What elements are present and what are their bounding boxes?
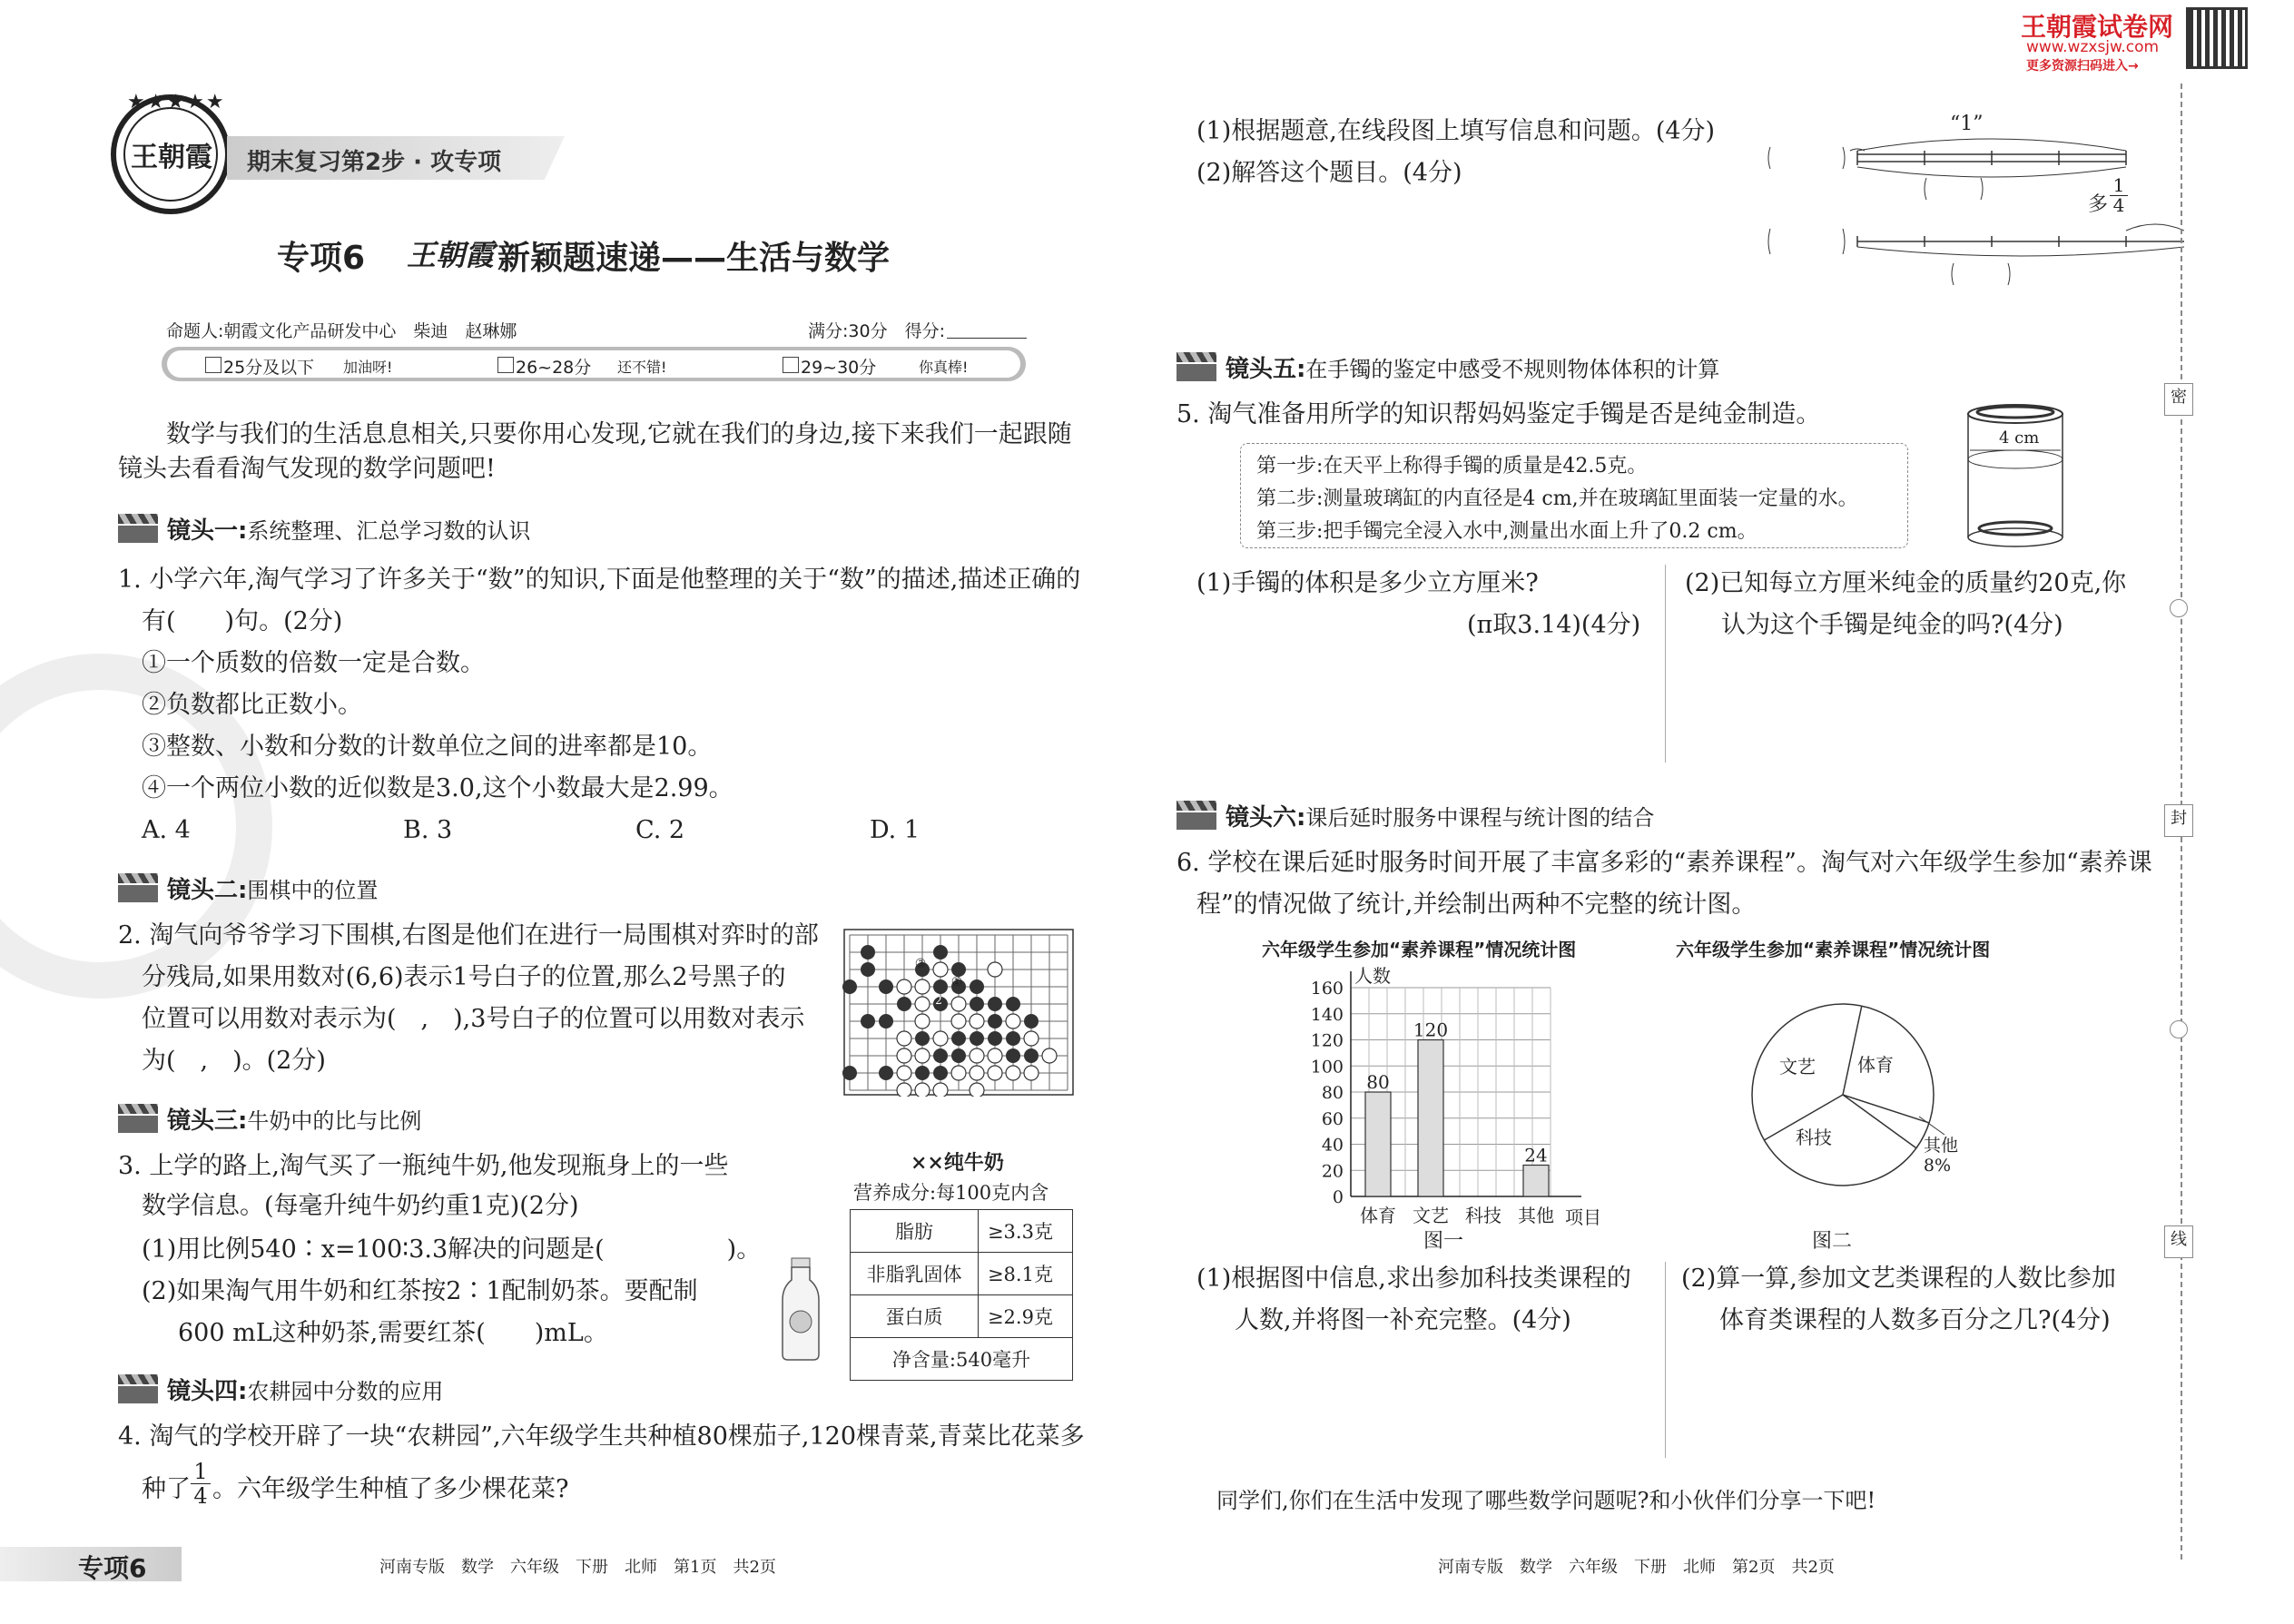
q4-line-2b: 。六年级学生种植了多少棵花菜? [212, 1475, 569, 1503]
pie-label: 其他 [1923, 1136, 1959, 1156]
q1-choice-b[interactable]: B. 3 [403, 816, 453, 844]
q1-option-3: ③整数、小数和分数的计数单位之间的进率都是10。 [142, 733, 713, 761]
white-stone [915, 1014, 930, 1029]
rating-range-3: 29~30分 [801, 358, 877, 378]
table-row [851, 1338, 1073, 1381]
white-stone [951, 1014, 966, 1029]
q4-line-2a: 种了 [142, 1475, 191, 1503]
black-stone [933, 945, 948, 960]
q3-part-1: (1)用比例540∶x=100∶3.3解决的问题是( )。 [142, 1235, 762, 1264]
clapperboard-icon [118, 1104, 158, 1133]
page-title-number: 专项6 [277, 240, 366, 277]
go-board [842, 928, 1075, 1097]
section-2-label: 镜头二: [167, 876, 248, 904]
white-stone [897, 979, 911, 994]
fraction-denominator: 4 [193, 1483, 208, 1510]
pie-label: 体育 [1857, 1054, 1894, 1076]
table-row [851, 1295, 1073, 1338]
y-tick-label: 80 [1321, 1083, 1344, 1103]
white-stone [915, 1048, 930, 1063]
black-stone [861, 945, 875, 960]
section-4-label: 镜头四: [167, 1377, 248, 1405]
seal-label-2: 封 [2171, 809, 2187, 828]
score-underline[interactable] [947, 338, 1027, 339]
q5-step-2: 第二步:测量玻璃缸的内直径是4 cm,并在玻璃缸里面装一定量的水。 [1256, 487, 1858, 510]
white-stone [970, 1083, 984, 1097]
q5-step-3: 第三步:把手镯完全浸入水中,测量出水面上升了0.2 cm。 [1256, 520, 1757, 543]
q2-line-3: 位置可以用数对表示为( , ),3号白子的位置可以用数对表示 [142, 1005, 805, 1033]
bar [1418, 1040, 1443, 1197]
y-tick-label: 140 [1310, 1004, 1344, 1025]
section-2-header [118, 871, 378, 904]
y-tick-label: 100 [1310, 1057, 1344, 1078]
segment-whole-label: “1” [1950, 113, 1984, 135]
section-3-label: 镜头三: [167, 1107, 248, 1135]
section-6-desc: 课后延时服务中课程与统计图的结合 [1305, 804, 1655, 831]
white-stone [970, 1066, 984, 1080]
black-stone [970, 1031, 984, 1046]
black-stone [970, 979, 984, 994]
black-stone [879, 1014, 893, 1029]
nutrient-value: ≥3.3克 [978, 1210, 1072, 1253]
white-stone [933, 962, 948, 977]
white-stone [1042, 1048, 1057, 1063]
q5-part-1b: (π取3.14)(4分) [1467, 611, 1641, 639]
black-stone [915, 1031, 930, 1046]
clapperboard-icon [118, 873, 158, 902]
white-stone [933, 1031, 948, 1046]
chart-2-title: 六年级学生参加“素养课程”情况统计图 [1676, 939, 1991, 960]
clapperboard-icon [1177, 352, 1216, 381]
y-tick-label: 60 [1321, 1108, 1344, 1129]
go-marker-2: 2 [935, 994, 942, 1007]
black-stone [951, 1031, 966, 1046]
logo-text: 王朝霞 [131, 142, 212, 173]
black-stone [879, 1066, 893, 1080]
section-1-desc: 系统整理、汇总学习数的认识 [247, 517, 531, 544]
footer-right: 河南专版 数学 六年级 下册 北师 第2页 共2页 [1438, 1558, 1835, 1577]
section-5-label: 镜头五: [1226, 355, 1306, 383]
data-label: 80 [1366, 1071, 1390, 1093]
fraction-numerator: 1 [2112, 174, 2125, 196]
brand-name[interactable]: 王朝霞试卷网 [2021, 12, 2174, 42]
segment-fraction [2110, 176, 2128, 215]
black-stone [988, 1031, 1002, 1046]
white-stone [988, 1066, 1002, 1080]
go-marker-1: ① [950, 975, 963, 989]
column-divider [1665, 1262, 1666, 1458]
black-stone [933, 979, 948, 994]
data-label: 24 [1524, 1144, 1548, 1166]
black-stone [970, 997, 984, 1011]
bar [1523, 1166, 1549, 1197]
seal-label-1: 密 [2171, 388, 2187, 407]
bar-chart [1276, 964, 1612, 1236]
data-label: 120 [1413, 1019, 1449, 1041]
q6-part-1b: 人数,并将图一补充完整。(4分) [1235, 1306, 1571, 1334]
page-title-brand: 王朝霞 [407, 238, 495, 272]
white-stone [897, 1066, 911, 1080]
x-tick-label: 文艺 [1413, 1205, 1449, 1226]
white-stone [988, 962, 1002, 977]
section-6-label: 镜头六: [1226, 803, 1306, 832]
black-stone [1006, 1031, 1020, 1046]
black-stone [861, 1014, 875, 1029]
q5-step-1: 第一步:在天平上称得手镯的质量是42.5克。 [1256, 455, 1648, 477]
section-3-header [118, 1102, 421, 1135]
q6-part-1a: (1)根据图中信息,求出参加科技类课程的 [1196, 1265, 1631, 1293]
nutrient-value: ≥8.1克 [978, 1253, 1072, 1295]
q6-part-2b: 体育类课程的人数多百分之几?(4分) [1719, 1306, 2111, 1334]
black-stone [933, 1066, 948, 1080]
black-stone [1024, 1048, 1039, 1063]
q4-fraction [191, 1460, 211, 1509]
white-stone [915, 979, 930, 994]
seal-label-3: 线 [2171, 1230, 2187, 1249]
pie-label: 文艺 [1779, 1056, 1816, 1078]
q4-line-1: 4. 淘气的学校开辟了一块“农耕园”,六年级学生共种植80棵茄子,120棵青菜,青菜比花菜多 [118, 1422, 1085, 1451]
q3-line-2: 数学信息。(每毫升纯牛奶约重1克)(2分) [142, 1192, 579, 1220]
x-axis-label: 项目 [1565, 1206, 1601, 1228]
closing-text: 同学们,你们在生活中发现了哪些数学问题呢?和小伙伴们分享一下吧! [1216, 1488, 1876, 1513]
seal-label-box-3 [2164, 1225, 2193, 1258]
black-stone [1006, 1048, 1020, 1063]
seal-circle-icon [2170, 1020, 2188, 1038]
clapperboard-icon [118, 514, 158, 543]
q1-choice-c[interactable]: C. 2 [635, 816, 685, 844]
footer-tag: 专项6 [78, 1553, 147, 1583]
q2-line-1: 2. 淘气向爷爷学习下围棋,右图是他们在进行一局围棋对弈时的部 [118, 921, 819, 950]
section-5-desc: 在手镯的鉴定中感受不规则物体体积的计算 [1305, 356, 1720, 382]
white-stone [1024, 1066, 1039, 1080]
section-2-desc: 围棋中的位置 [247, 877, 379, 903]
y-tick-label: 40 [1321, 1135, 1344, 1156]
q1-option-2: ②负数都比正数小。 [142, 691, 362, 719]
milk-title: ××纯牛奶 [911, 1151, 1004, 1175]
black-stone [988, 1014, 1002, 1029]
chart-2-caption: 图二 [1812, 1230, 1853, 1253]
footer-left: 河南专版 数学 六年级 下册 北师 第1页 共2页 [379, 1558, 776, 1577]
black-stone [842, 979, 857, 994]
banner-text: 期末复习第2步 · 攻专项 [247, 149, 502, 176]
rating-range-1: 25分及以下 [223, 358, 315, 378]
white-stone [897, 1031, 911, 1046]
segment-more-label: 多 [2088, 193, 2109, 216]
q2-line-4: 为( , )。(2分) [142, 1047, 326, 1075]
q5-part-2b: 认为这个手镯是纯金的吗?(4分) [1721, 611, 2063, 639]
table-row [851, 1210, 1073, 1253]
y-axis-label: 人数 [1354, 965, 1391, 987]
q1-option-4: ④一个两位小数的近似数是3.0,这个小数最大是2.99。 [142, 774, 733, 802]
author-line: 命题人:朝霞文化产品研发中心 柴迪 赵琳娜 [166, 321, 517, 341]
white-stone [1024, 1031, 1039, 1046]
q1-line-1: 1. 小学六年,淘气学习了许多关于“数”的知识,下面是他整理的关于“数”的描述,描述正确的 [118, 566, 1081, 594]
q5-part-2: (2)已知每立方厘米纯金的质量约20克,你 [1685, 569, 2127, 597]
black-stone [1024, 1014, 1039, 1029]
section-5-header [1177, 350, 1719, 383]
nutrient-name: 非脂乳固体 [851, 1253, 979, 1295]
q1-line-2: 有( )句。(2分) [142, 607, 343, 635]
section-4-header [118, 1373, 443, 1405]
q3-line-1: 3. 上学的路上,淘气买了一瓶纯牛奶,他发现瓶身上的一些 [118, 1152, 729, 1180]
section-6-header [1177, 799, 1654, 832]
rating-checkbox-3[interactable] [783, 357, 799, 373]
score-line: 满分:30分 得分: [808, 321, 945, 341]
chart-1-title: 六年级学生参加“素养课程”情况统计图 [1262, 939, 1577, 960]
q4-part-1: (1)根据题意,在线段图上填写信息和问题。(4分) [1196, 117, 1716, 145]
white-stone [951, 1066, 966, 1080]
x-tick-label: 体育 [1360, 1205, 1396, 1226]
black-stone [861, 962, 875, 977]
nutrient-value: ≥2.9克 [978, 1295, 1072, 1338]
black-stone [1006, 997, 1020, 1011]
q1-choice-d[interactable]: D. 1 [870, 816, 921, 844]
clapperboard-icon [118, 1374, 158, 1403]
black-stone [897, 997, 911, 1011]
rating-encourage-1: 加油呀! [343, 359, 393, 376]
y-tick-label: 0 [1332, 1187, 1344, 1207]
seal-circle-icon [2170, 599, 2188, 617]
black-stone [988, 997, 1002, 1011]
brand-url[interactable]: www.wzxsjw.com [2026, 38, 2160, 56]
q1-choice-a[interactable]: A. 4 [142, 816, 191, 844]
table-row [851, 1253, 1073, 1295]
page-title: 新颖题速递——生活与数学 [497, 240, 891, 277]
black-stone [879, 979, 893, 994]
q6-line-2: 程”的情况做了统计,并绘制出两种不完整的统计图。 [1196, 891, 1757, 919]
qr-code-icon[interactable] [2186, 7, 2248, 69]
white-stone [897, 1083, 911, 1097]
rating-checkbox-1[interactable] [205, 357, 222, 373]
q1-option-1: ①一个质数的倍数一定是合数。 [142, 649, 485, 677]
milk-bottle-icon [779, 1256, 822, 1362]
white-stone [951, 997, 966, 1011]
white-stone [970, 1014, 984, 1029]
white-stone [933, 1083, 948, 1097]
q3-part-2b: 600 mL这种奶茶,需要红茶( )mL。 [178, 1319, 608, 1347]
rating-checkbox-2[interactable] [497, 357, 514, 373]
white-stone [915, 997, 930, 1011]
glass-diameter-label: 4 cm [1999, 428, 2040, 448]
q2-line-2: 分残局,如果用数对(6,6)表示1号白子的位置,那么2号黑子的 [142, 963, 786, 991]
nutrient-name: 蛋白质 [851, 1295, 979, 1338]
fraction-denominator: 4 [2112, 194, 2125, 216]
net-content: 净含量:540毫升 [851, 1338, 1073, 1381]
section-1-label: 镜头一: [167, 517, 248, 545]
pie-chart [1743, 999, 1961, 1198]
milk-subtitle: 营养成分:每100克内含 [853, 1182, 1049, 1204]
seal-label-box-2 [2164, 804, 2193, 837]
x-tick-label: 科技 [1465, 1205, 1501, 1226]
q5-line-1: 5. 淘气准备用所学的知识帮妈妈鉴定手镯是否是纯金制造。 [1177, 400, 1821, 428]
nutrition-table [850, 1209, 1073, 1381]
y-tick-label: 20 [1321, 1161, 1344, 1182]
section-4-desc: 农耕园中分数的应用 [247, 1378, 444, 1404]
pie-percent-label: 8% [1923, 1156, 1952, 1176]
glass-cylinder-icon [1961, 392, 2070, 556]
section-1-header [118, 512, 530, 545]
clapperboard-icon [1177, 801, 1216, 830]
section-3-desc: 牛奶中的比与比例 [247, 1107, 422, 1134]
fraction-numerator: 1 [193, 1459, 208, 1484]
go-marker-3: ③ [914, 957, 927, 971]
white-stone [988, 1048, 1002, 1063]
intro-line-1: 数学与我们的生活息息相关,只要你用心发现,它就在我们的身边,接下来我们一起跟随 [166, 420, 1072, 448]
x-tick-label: 其他 [1518, 1205, 1554, 1226]
y-tick-label: 160 [1310, 979, 1344, 999]
white-stone [915, 1083, 930, 1097]
q6-part-2a: (2)算一算,参加文艺类课程的人数比参加 [1681, 1265, 2116, 1293]
nutrient-name: 脂肪 [851, 1210, 979, 1253]
q4-part-2: (2)解答这个题目。(4分) [1196, 159, 1462, 187]
white-stone [1006, 1014, 1020, 1029]
black-stone [915, 1066, 930, 1080]
pie-label: 科技 [1796, 1127, 1832, 1148]
q3-part-2a: (2)如果淘气用牛奶和红茶按2∶1配制奶茶。要配制 [142, 1277, 698, 1305]
black-stone [951, 1048, 966, 1063]
rating-range-2: 26~28分 [516, 358, 592, 378]
column-divider [1665, 565, 1666, 763]
white-stone [970, 1048, 984, 1063]
star-decoration-icon: ★★★★★ [127, 91, 226, 113]
rating-encourage-2: 还不错! [617, 359, 667, 376]
y-tick-label: 120 [1310, 1030, 1344, 1051]
black-stone [933, 1048, 948, 1063]
brand-tagline: 更多资源扫码进入→ [2026, 59, 2139, 74]
rating-encourage-3: 你真棒! [919, 359, 969, 376]
q5-part-1: (1)手镯的体积是多少立方厘米? [1196, 569, 1539, 597]
seal-label-box-1 [2164, 383, 2193, 416]
intro-line-2: 镜头去看看淘气发现的数学问题吧! [118, 455, 496, 483]
black-stone [842, 1066, 857, 1080]
bar [1365, 1092, 1391, 1196]
chart-1-caption: 图一 [1423, 1230, 1464, 1253]
q6-line-1: 6. 学校在课后延时服务时间开展了丰富多彩的“素养课程”。淘气对六年级学生参加“素养课 [1177, 849, 2152, 877]
white-stone [897, 1048, 911, 1063]
white-stone [1006, 1066, 1020, 1080]
